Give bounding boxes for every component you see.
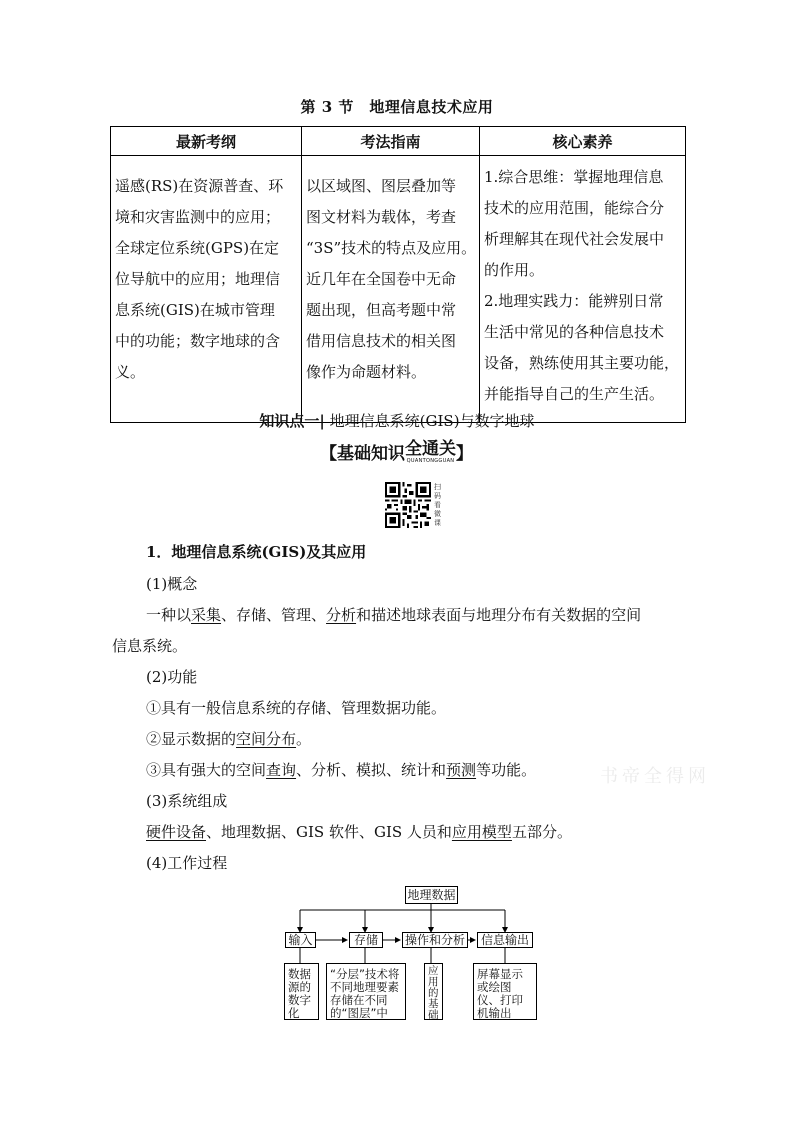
flow-step-analysis: 操作和分析 xyxy=(402,932,468,948)
knowledge-point-label: 知识点一| xyxy=(259,412,325,430)
subheading-concept: (1)概念 xyxy=(146,575,198,593)
flow-note-storage: “分层”技术将不同地理要素存储在不同的“图层”中 xyxy=(326,963,406,1020)
cell-line: 设备，熟练使用其主要功能， xyxy=(484,354,680,372)
cell-line: 遥感(RS)在资源普查、环 xyxy=(115,177,284,195)
function-key-term: 查询 xyxy=(266,761,297,779)
function-2-text-b: 。 xyxy=(296,730,312,748)
function-2-text-a: ②显示数据的 xyxy=(146,730,237,748)
header-core-literacy: 核心素养 xyxy=(480,127,686,156)
banner-left: 【基础知识 xyxy=(320,444,405,464)
flow-note-output: 屏幕显示或绘图仪、打印机输出 xyxy=(473,963,537,1020)
cell-line: 以区域图、图层叠加等 xyxy=(306,177,457,195)
knowledge-point-title: 地理信息系统(GIS)与数字地球 xyxy=(329,412,535,430)
cell-line: 生活中常见的各种信息技术 xyxy=(484,323,665,341)
banner-pinyin: QUANTONGGUAN xyxy=(406,458,455,464)
banner-right: 】 xyxy=(456,444,473,464)
qr-caption: 扫码看微课 xyxy=(434,483,441,527)
cell-line: 并能指导自己的生产生活。 xyxy=(484,385,665,403)
cell-line: 全球定位系统(GPS)在定 xyxy=(115,239,280,257)
flow-note-input: 数据源的数字化 xyxy=(284,963,319,1020)
function-3-text-a: ③具有强大的空间 xyxy=(146,761,267,779)
subheading-workflow: (4)工作过程 xyxy=(146,854,228,872)
composition-key-term: 硬件设备 xyxy=(146,823,207,841)
cell-line: 的作用。 xyxy=(484,261,545,279)
header-syllabus: 最新考纲 xyxy=(111,127,302,156)
heading-gis-text: 1．地理信息系统(GIS)及其应用 xyxy=(146,543,367,561)
subheading-composition: (3)系统组成 xyxy=(146,792,228,810)
function-3-text-c: 等功能。 xyxy=(476,761,537,779)
flow-top-node: 地理数据 xyxy=(405,886,458,904)
cell-line: 2.地理实践力：能辨别日常 xyxy=(484,292,664,310)
cell-line: 义。 xyxy=(115,363,146,381)
cell-line: 位导航中的应用；地理信 xyxy=(115,270,281,288)
concept-text-a: 一种以 xyxy=(146,606,192,624)
cell-line: 中的功能；数字地球的含 xyxy=(115,332,281,350)
flow-step-storage: 存储 xyxy=(349,932,383,948)
concept-key-term: 采集 xyxy=(191,606,222,624)
composition-text-a: 、地理数据、GIS 软件、GIS 人员和 xyxy=(206,823,452,841)
composition-key-term: 应用模型 xyxy=(451,823,512,841)
cell-line: 息系统(GIS)在城市管理 xyxy=(115,301,275,319)
cell-line: “3S”技术的特点及应用。 xyxy=(306,239,477,257)
function-1: ①具有一般信息系统的存储、管理数据功能。 xyxy=(146,699,447,717)
header-exam-guide: 考法指南 xyxy=(302,127,480,156)
cell-line: 题出现，但高考题中常 xyxy=(306,301,457,319)
function-key-term: 预测 xyxy=(446,761,477,779)
flow-step-output: 信息输出 xyxy=(477,932,533,948)
function-3-text-b: 、分析、模拟、统计和 xyxy=(296,761,447,779)
concept-line-2: 信息系统。 xyxy=(112,637,188,655)
cell-line: 析理解其在现代社会发展中 xyxy=(484,230,665,248)
subheading-function: (2)功能 xyxy=(146,668,198,686)
banner-main: 全通关 xyxy=(405,439,456,459)
concept-text-b: 、存储、管理、 xyxy=(221,606,327,624)
cell-line: 1.综合思维：掌握地理信息 xyxy=(484,168,664,186)
cell-line: 像作为命题材料。 xyxy=(306,363,427,381)
composition-text-b: 五部分。 xyxy=(511,823,572,841)
watermark: 书帝全得网 xyxy=(600,766,710,787)
section-title: 第 3 节 地理信息技术应用 xyxy=(300,98,494,116)
cell-line: 境和灾害监测中的应用； xyxy=(115,208,281,226)
cell-line: 技术的应用范围，能综合分 xyxy=(484,199,665,217)
function-key-term: 空间分布 xyxy=(236,730,297,748)
flow-note-analysis: 应用的基础 xyxy=(424,963,443,1020)
concept-text-c: 和描述地球表面与地理分布有关数据的空间 xyxy=(356,606,642,624)
cell-line: 图文材料为载体，考查 xyxy=(306,208,457,226)
concept-key-term: 分析 xyxy=(326,606,357,624)
cell-line: 近几年在全国卷中无命 xyxy=(306,270,457,288)
flow-step-input: 输入 xyxy=(285,932,316,948)
cell-line: 借用信息技术的相关图 xyxy=(306,332,457,350)
